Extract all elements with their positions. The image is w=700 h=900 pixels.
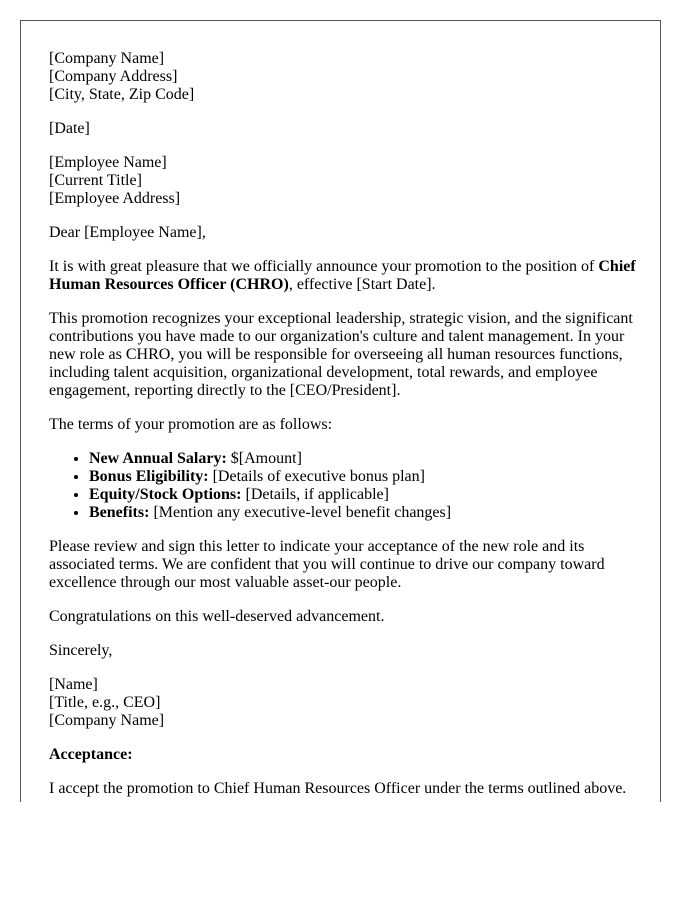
- term-label: New Annual Salary:: [89, 450, 227, 467]
- term-label: Equity/Stock Options:: [89, 486, 242, 503]
- term-label: Bonus Eligibility:: [89, 468, 209, 485]
- recipient-name: [Employee Name]: [49, 154, 167, 171]
- position-title: Chief Human Resources Officer (CHRO): [49, 258, 636, 293]
- letter-page: [20, 20, 661, 802]
- letter-content: [21, 21, 660, 798]
- signer-name: [Name]: [49, 676, 98, 693]
- recipient-title: [Current Title]: [49, 172, 142, 189]
- intro-effective: , effective [Start Date].: [288, 276, 436, 293]
- term-item: [89, 486, 640, 504]
- recipient-address: [Employee Address]: [49, 190, 181, 207]
- acceptance-heading: [49, 746, 640, 764]
- term-value: [Details, if applicable]: [241, 486, 389, 503]
- term-value: [Mention any executive-level benefit changes]: [149, 504, 452, 521]
- term-value: $[Amount]: [226, 450, 302, 467]
- signer-title: [Title, e.g., CEO]: [49, 694, 161, 711]
- salutation: Dear [Employee Name],: [49, 224, 206, 241]
- sender-company-name: [Company Name]: [49, 50, 165, 67]
- congrats-paragraph: Congratulations on this well-deserved advancement.: [49, 608, 385, 625]
- acceptance-heading-text: Acceptance:: [49, 746, 133, 763]
- review-paragraph: Please review and sign this letter to indicate your acceptance of the new role and its associated terms. We are confident that you will continue to drive our company toward excellence through our most valuable asset-our people.: [49, 538, 605, 591]
- recipient-block: [49, 154, 640, 208]
- signer-block: [49, 676, 640, 730]
- term-item: [89, 468, 640, 486]
- terms-intro: The terms of your promotion are as follows:: [49, 416, 333, 433]
- sender-city-state-zip: [City, State, Zip Code]: [49, 86, 195, 103]
- term-item: [89, 504, 640, 522]
- signer-company: [Company Name]: [49, 712, 165, 729]
- body-paragraph: This promotion recognizes your exceptional leadership, strategic vision, and the significant contributions you have made to our organization's culture and talent management. In your new role as CHRO, you will be responsible for overseeing all human resources functions, including talent acquisition, organizational development, total rewards, and employee engagement, reporting directly to the [CEO/President].: [49, 310, 633, 399]
- sender-company-address: [Company Address]: [49, 68, 178, 85]
- term-item: [89, 450, 640, 468]
- sender-block: [49, 50, 640, 104]
- intro-text: It is with great pleasure that we officially announce your promotion to the position of: [49, 258, 599, 275]
- term-label: Benefits:: [89, 504, 150, 521]
- intro-paragraph: [49, 258, 640, 294]
- closing: Sincerely,: [49, 642, 113, 659]
- letter-date: [Date]: [49, 120, 90, 137]
- term-value: [Details of executive bonus plan]: [208, 468, 425, 485]
- terms-list: [49, 450, 640, 522]
- acceptance-text: I accept the promotion to Chief Human Resources Officer under the terms outlined above.: [49, 780, 627, 797]
